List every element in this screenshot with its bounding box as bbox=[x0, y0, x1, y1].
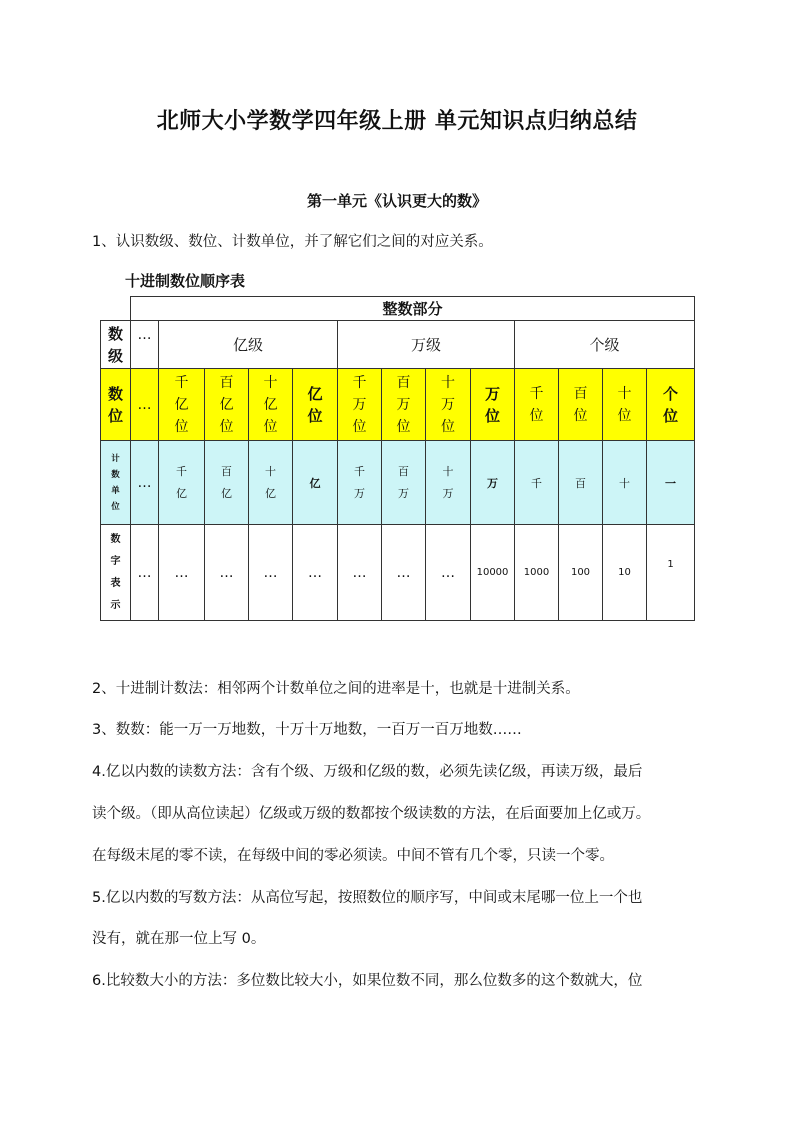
place-cell: 百 亿 位 bbox=[205, 369, 249, 441]
place-cell: 十 亿 位 bbox=[249, 369, 293, 441]
digit-cell: … bbox=[205, 525, 249, 621]
place-cell: 百 万 位 bbox=[382, 369, 426, 441]
table-row-digit bbox=[101, 525, 695, 621]
unit-title: 第一单元《认识更大的数》 bbox=[306, 192, 487, 210]
place-cell: 十 位 bbox=[603, 369, 647, 441]
table-row-level bbox=[101, 321, 695, 369]
unit-cell: 百 bbox=[559, 441, 603, 525]
unit-cell: 百 亿 bbox=[205, 441, 249, 525]
paragraph-4-line-1: 4.亿以内数的读数方法：含有个级、万级和亿级的数，必须先读亿级，再读万级，最后 bbox=[92, 764, 643, 780]
place-cell: 千 万 位 bbox=[338, 369, 382, 441]
decimal-place-value-table bbox=[100, 296, 695, 621]
place-cell: 百 位 bbox=[559, 369, 603, 441]
digit-cell: … bbox=[159, 525, 205, 621]
digit-cell: … bbox=[382, 525, 426, 621]
unit-cell: 百 万 bbox=[382, 441, 426, 525]
row-label-place: 数 位 bbox=[101, 369, 131, 441]
paragraph-5-line-2: 没有，就在那一位上写 0。 bbox=[92, 931, 266, 947]
unit-cell: 千 亿 bbox=[159, 441, 205, 525]
row-label-digit: 数 字 表 示 bbox=[101, 525, 131, 621]
unit-cell: 十 亿 bbox=[249, 441, 293, 525]
digit-cell: … bbox=[293, 525, 338, 621]
table-caption: 十进制数位顺序表 bbox=[125, 272, 246, 290]
digit-cell: 1 bbox=[647, 525, 695, 621]
paragraph-1: 1、认识数级、数位、计数单位，并了解它们之间的对应关系。 bbox=[92, 234, 493, 250]
level-yi: 亿级 bbox=[159, 321, 338, 369]
place-cell: 十 万 位 bbox=[426, 369, 471, 441]
level-ellipsis: … bbox=[131, 321, 159, 369]
place-cell: 千 位 bbox=[515, 369, 559, 441]
paragraph-5-line-1: 5.亿以内数的写数方法：从高位写起，按照数位的顺序写，中间或末尾哪一位上一个也 bbox=[92, 890, 643, 906]
unit-cell: 一 bbox=[647, 441, 695, 525]
table-row-counting-unit bbox=[101, 441, 695, 525]
digit-cell: … bbox=[426, 525, 471, 621]
paragraph-3: 3、数数：能一万一万地数，十万十万地数，一百万一百万地数…… bbox=[92, 722, 522, 738]
level-ge: 个级 bbox=[515, 321, 695, 369]
digit-cell: 100 bbox=[559, 525, 603, 621]
unit-cell: 万 bbox=[471, 441, 515, 525]
unit-cell: 十 bbox=[603, 441, 647, 525]
row-label-counting-unit: 计 数 单 位 bbox=[101, 441, 131, 525]
unit-cell: 亿 bbox=[293, 441, 338, 525]
place-ellipsis: … bbox=[131, 369, 159, 441]
digit-cell: … bbox=[131, 525, 159, 621]
paragraph-6-line-1: 6.比较数大小的方法：多位数比较大小，如果位数不同，那么位数多的这个数就大，位 bbox=[92, 973, 643, 989]
place-cell: 个 位 bbox=[647, 369, 695, 441]
unit-cell: 千 bbox=[515, 441, 559, 525]
document-title: 北师大小学数学四年级上册 单元知识点归纳总结 bbox=[156, 109, 638, 134]
paragraph-4-line-3: 在每级末尾的零不读，在每级中间的零必须读。中间不管有几个零，只读一个零。 bbox=[92, 848, 614, 864]
digit-cell: 1000 bbox=[515, 525, 559, 621]
place-cell: 亿 位 bbox=[293, 369, 338, 441]
table-row-place bbox=[101, 369, 695, 441]
unit-ellipsis: … bbox=[131, 441, 159, 525]
digit-cell: … bbox=[338, 525, 382, 621]
paragraph-4-line-2: 读个级。（即从高位读起）亿级或万级的数都按个级读数的方法，在后面要加上亿或万。 bbox=[92, 806, 651, 822]
digit-cell: 10 bbox=[603, 525, 647, 621]
unit-cell: 十 万 bbox=[426, 441, 471, 525]
place-cell: 万 位 bbox=[471, 369, 515, 441]
place-cell: 千 亿 位 bbox=[159, 369, 205, 441]
integer-part-header: 整数部分 bbox=[131, 297, 695, 321]
digit-cell: … bbox=[249, 525, 293, 621]
unit-cell: 千 万 bbox=[338, 441, 382, 525]
row-label-level: 数 级 bbox=[101, 321, 131, 369]
paragraph-2: 2、十进制计数法：相邻两个计数单位之间的进率是十，也就是十进制关系。 bbox=[92, 681, 580, 697]
table-row-integer-part bbox=[101, 297, 695, 321]
digit-cell: 10000 bbox=[471, 525, 515, 621]
level-wan: 万级 bbox=[338, 321, 515, 369]
